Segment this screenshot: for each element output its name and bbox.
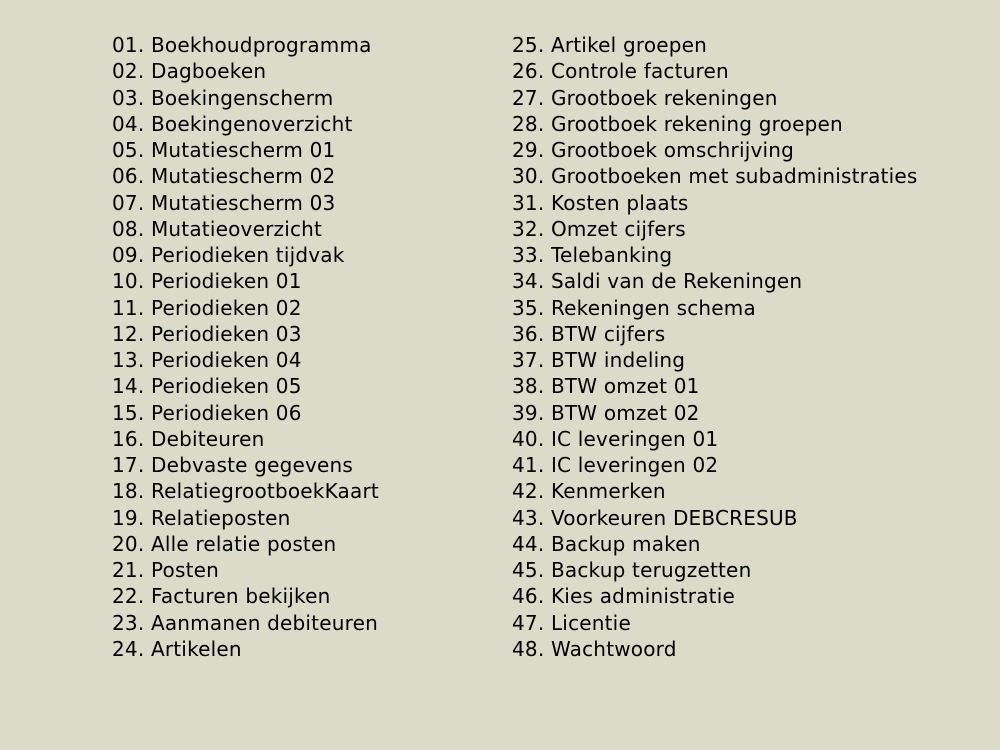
list-item[interactable]: 15. Periodieken 06 (112, 400, 302, 425)
list-item[interactable]: 38. BTW omzet 01 (512, 374, 700, 399)
list-item[interactable]: 18. RelatiegrootboekKaart (112, 479, 379, 504)
list-item[interactable]: 01. Boekhoudprogramma (112, 33, 372, 57)
list-item[interactable]: 40. IC leveringen 01 (512, 426, 719, 451)
list-item[interactable]: 13. Periodieken 04 (112, 348, 302, 372)
list-item[interactable]: 33. Telebanking (512, 243, 673, 267)
list-item[interactable]: 17. Debvaste gegevens (112, 453, 354, 477)
list-item[interactable]: 09. Periodieken tijdvak (112, 243, 345, 267)
list-item[interactable]: 29. Grootboek omschrijving (512, 138, 795, 162)
list-item[interactable]: 23. Aanmanen debiteuren (112, 610, 378, 635)
list-item[interactable]: 44. Backup maken (512, 531, 701, 556)
list-item[interactable]: 02. Dagboeken (112, 59, 267, 84)
list-item[interactable]: 46. Kies administratie (512, 584, 735, 609)
list-item[interactable]: 03. Boekingenscherm (112, 85, 334, 110)
list-item[interactable]: 32. Omzet cijfers (512, 216, 686, 241)
list-item[interactable]: 06. Mutatiescherm 02 (112, 164, 336, 189)
left-column-list (112, 32, 379, 662)
list-item[interactable]: 27. Grootboek rekeningen (512, 85, 778, 110)
list-item[interactable]: 39. BTW omzet 02 (512, 400, 700, 425)
list-item[interactable]: 31. Kosten plaats (512, 190, 689, 215)
list-item[interactable]: 16. Debiteuren (112, 426, 265, 451)
list-item[interactable]: 11. Periodieken 02 (112, 295, 302, 320)
list-item[interactable]: 08. Mutatieoverzicht (112, 216, 323, 241)
list-item[interactable]: 35. Rekeningen schema (512, 295, 756, 320)
list-item[interactable]: 24. Artikelen (112, 636, 242, 661)
list-item[interactable]: 22. Facturen bekijken (112, 584, 331, 609)
list-item[interactable]: 04. Boekingenoverzicht (112, 111, 353, 136)
list-item[interactable]: 36. BTW cijfers (512, 321, 666, 346)
list-item[interactable]: 28. Grootboek rekening groepen (512, 111, 843, 136)
list-item[interactable]: 30. Grootboeken met subadministraties (512, 164, 918, 189)
list-item[interactable]: 14. Periodieken 05 (112, 374, 302, 399)
list-item[interactable]: 43. Voorkeuren DEBCRESUB (512, 505, 798, 530)
list-item[interactable]: 37. BTW indeling (512, 348, 686, 372)
list-item[interactable]: 47. Licentie (512, 610, 631, 635)
list-item[interactable]: 12. Periodieken 03 (112, 321, 302, 346)
list-item[interactable]: 10. Periodieken 01 (112, 269, 302, 294)
list-item[interactable]: 45. Backup terugzetten (512, 558, 752, 582)
list-item[interactable]: 21. Posten (112, 558, 219, 582)
list-item[interactable]: 05. Mutatiescherm 01 (112, 138, 336, 162)
list-item[interactable]: 34. Saldi van de Rekeningen (512, 269, 803, 294)
list-item[interactable]: 19. Relatieposten (112, 505, 291, 530)
list-item[interactable]: 25. Artikel groepen (512, 33, 708, 57)
list-item[interactable]: 07. Mutatiescherm 03 (112, 190, 336, 215)
list-item[interactable]: 26. Controle facturen (512, 59, 729, 84)
list-item[interactable]: 48. Wachtwoord (512, 636, 677, 661)
right-column-list (512, 32, 917, 662)
list-item[interactable]: 42. Kenmerken (512, 479, 666, 504)
list-item[interactable]: 41. IC leveringen 02 (512, 453, 719, 477)
list-item[interactable]: 20. Alle relatie posten (112, 531, 337, 556)
